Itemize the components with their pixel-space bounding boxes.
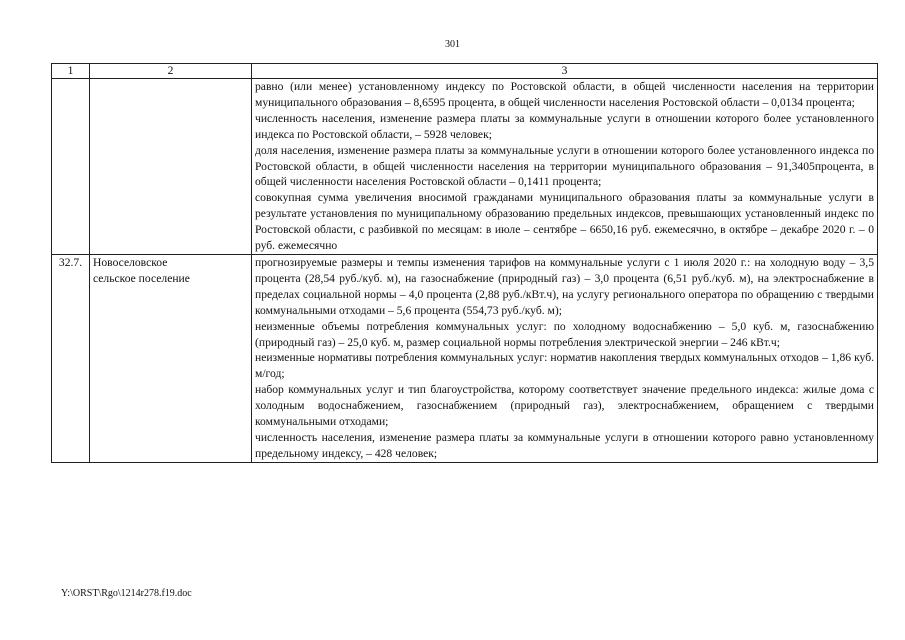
table-body xyxy=(52,79,878,463)
description-paragraph: равно (или менее) установленному индексу по Ростовской области, в общей численности населения на территории муниципального образования – 8,6595 процента, в общей численности населения Ростовской области – 0,0134 процента; xyxy=(255,80,874,109)
description-paragraph: набор коммунальных услуг и тип благоустройства, которому соответствует значение предельного индекса: жилые дома с холодным водоснабжением, газоснабжением (природный газ), электроснабжением, обращением с твердыми коммунальными отходами; xyxy=(255,383,874,429)
footer-file-path: Y:\ORST\Rgo\1214r278.f19.doc xyxy=(61,588,192,599)
municipality-cell xyxy=(90,254,252,462)
municipality-cell xyxy=(90,79,252,255)
table-row xyxy=(52,254,878,462)
row-number-cell: 32.7. xyxy=(52,254,90,462)
description-paragraph: доля населения, изменение размера платы за коммунальные услуги в отношении которого более установленного индекса по Ростовской области, в общей численности населения на территории муниципального образования – 91,3405процента, в общей численности населения Ростовской области – 0,1411 процента; xyxy=(255,143,874,189)
row-number-cell xyxy=(52,79,90,255)
column-header-3: 3 xyxy=(252,64,878,79)
table-header-row xyxy=(52,64,878,79)
page-number: 301 xyxy=(445,39,460,50)
description-paragraph: неизменные объемы потребления коммунальных услуг: по холодному водоснабжению – 5,0 куб. м, газоснабжению (природный газ) – 25,0 куб. м, размер социальной нормы потребления электрической энергии – 246 кВт.ч; xyxy=(255,319,874,349)
column-header-2: 2 xyxy=(90,64,252,79)
column-header-1: 1 xyxy=(52,64,90,79)
description-paragraph: численность населения, изменение размера платы за коммунальные услуги в отношении которого более установленного индекса по Ростовской области, – 5928 человек; xyxy=(255,111,874,141)
municipality-name-line: Новоселовское xyxy=(93,255,168,269)
description-paragraph: прогнозируемые размеры и темпы изменения тарифов на коммунальные услуги с 1 июля 2020 г.: на холодную воду – 3,5 процента (28,54 руб./куб. м), на газоснабжение (природный газ) – 3,0 процента (6,51 руб./куб. м), на электроснабжение в пределах социальной нормы – 4,0 процента (2,88 руб./кВт.ч), на услугу регионального оператора по обращению с твердыми коммунальными отходами – 5,6 процента (554,73 руб./куб. м); xyxy=(255,255,874,317)
description-cell xyxy=(252,79,878,255)
table-row xyxy=(52,79,878,255)
description-cell xyxy=(252,254,878,462)
description-paragraph: неизменные нормативы потребления коммунальных услуг: норматив накопления твердых коммунальных отходов – 1,86 куб. м/год; xyxy=(255,351,874,381)
description-paragraph: численность населения, изменение размера платы за коммунальные услуги в отношении которого равно установленному предельному индексу, – 428 человек; xyxy=(255,430,874,460)
municipality-name-line: сельское поселение xyxy=(93,271,190,285)
description-paragraph: совокупная сумма увеличения вносимой гражданами муниципального образования платы за коммунальные услуги в результате установления по муниципальному образованию предельных индексов, превышающих установленный индекс по Ростовской области, с разбивкой по месяцам: в июле – сентябре – 6650,16 руб. ежемесячно, в октябре – декабре 2020 г. – 0 руб. ежемесячно xyxy=(255,191,874,253)
tariff-table xyxy=(51,63,878,463)
